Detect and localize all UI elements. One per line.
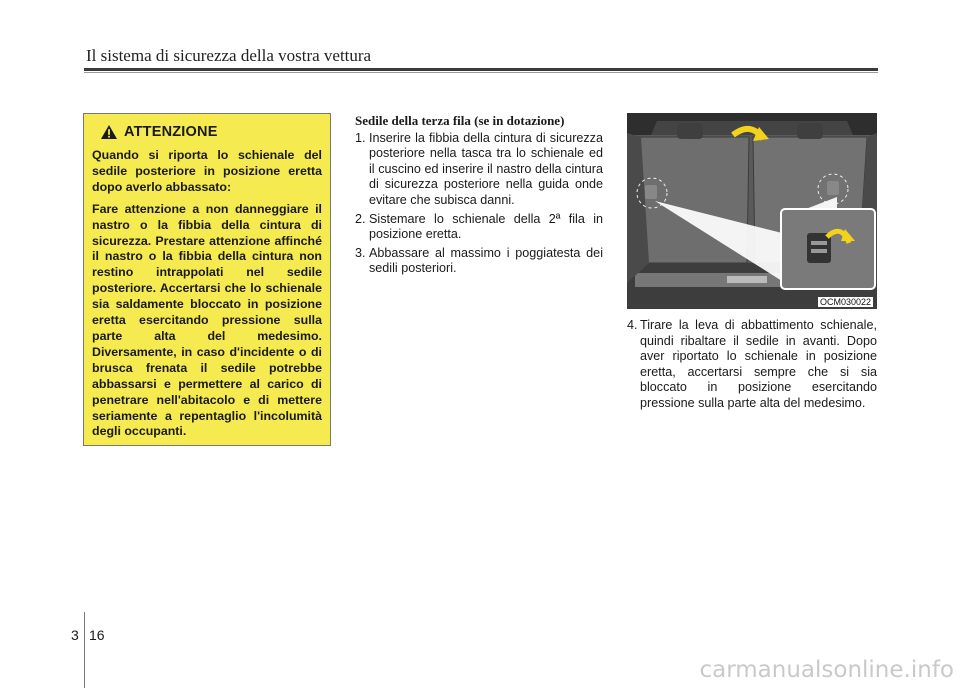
header-rule [84,68,878,71]
warning-triangle-icon [100,124,118,140]
step-text: Abbassare al massimo i poggiatesta dei sedili posteriori. [369,245,603,276]
watermark: carmanualsonline.info [699,657,954,683]
warning-body: Fare attenzione a non danneggiare il nastro o la fibbia della cintura di sicurezza. Prestare attenzione affinché il nastro o la fibbia della cintura non restino intrappolati nel sedile posteriore. Accertarsi che lo schienale sia saldamente bloccato in posizione eretta esercitando pressione sulla parte alta del medesimo. Diversamente, in caso d'incidente o di brusca frenata il sedile potrebbe abbassarsi e permettere al carico di penetrare nell'abitacolo e di mettere seriamente a repentaglio l'incolumità degli occupanti. [92,201,322,439]
warning-title: ATTENZIONE [124,124,218,140]
step-number: 4. [627,318,638,332]
chapter-number: 3 [71,627,79,643]
step-item [355,212,603,243]
seat-illustration [627,113,877,309]
figure-caption: OCM030022 [819,297,871,307]
step-item [355,131,603,209]
warning-header [100,122,322,142]
footer-rule [84,612,85,688]
section-title: Sedile della terza fila (se in dotazione) [355,113,565,128]
page-header-title: Il sistema di sicurezza della vostra vettura [86,46,372,65]
step-number: 2. [355,211,366,226]
step-number: 3. [355,245,366,260]
step-text: Sistemare lo schienale della 2ª fila in posizione eretta. [369,211,603,242]
steps-list-continued [627,318,877,412]
page-number: 16 [89,627,105,643]
steps-list [355,131,603,277]
warning-intro: Quando si riporta lo schienale del sedile posteriore in posizione eretta dopo averlo abbassato: [92,148,322,194]
step-item [627,318,877,412]
warning-box [83,113,331,446]
cargo-area-photo [627,113,877,309]
step-item [355,246,603,277]
step-number: 1. [355,130,366,145]
step-text: Tirare la leva di abbattimento schienale, quindi ribaltare il sedile in avanti. Dopo aver riportato lo schienale in posizione eretta, accertarsi sempre che si sia bloccato in posizione esercitando pressione sulla parte alta del medesimo. [640,318,877,410]
step-text: Inserire la fibbia della cintura di sicurezza posteriore nella tasca tra lo schienale ed il cuscino ed inserire il nastro della cintura di sicurezza posteriore nella guida onde evitare che subisca danni. [369,130,603,207]
header-rule-thin [84,72,878,73]
instructions-column-2 [627,318,877,415]
instructions-column [355,113,603,280]
